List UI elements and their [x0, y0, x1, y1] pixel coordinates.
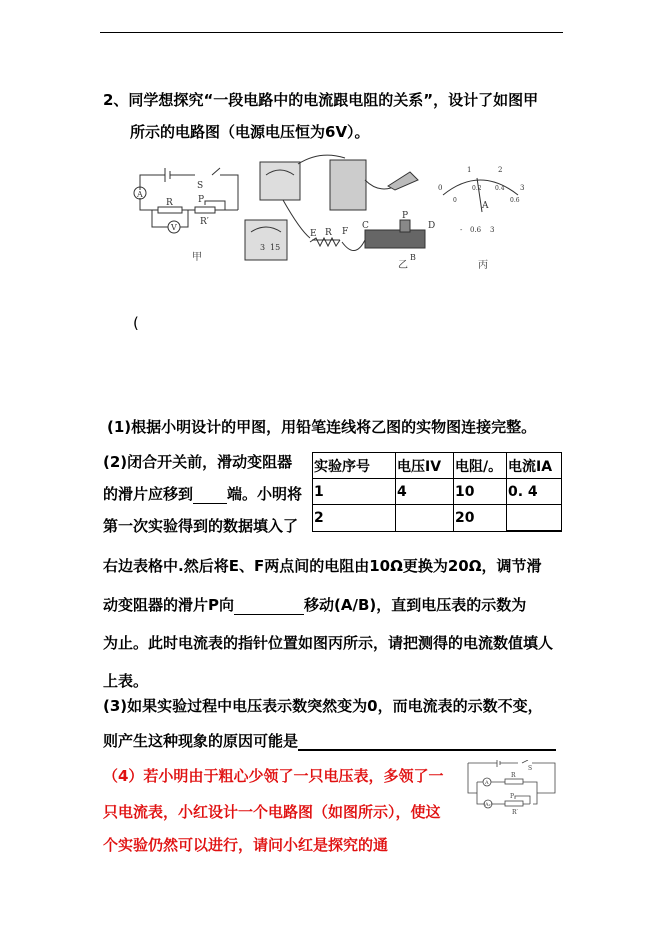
volt-terminal-15: 15 — [270, 243, 281, 252]
small-ammeter1-label: A — [485, 780, 489, 786]
part2-line1: (2)闭合开关前，滑动变阻器 — [103, 453, 293, 471]
question-intro-line2: 所示的电路图（电源电压恒为6V）。 — [130, 123, 370, 141]
terminal-e-label: E — [310, 229, 317, 239]
part4-line1: （4）若小明由于粗心少领了一只电压表，多领了一 — [103, 767, 444, 785]
table-cell: 20 — [454, 505, 507, 532]
ammeter-label: A — [137, 190, 143, 199]
table-cell: 2 — [313, 505, 396, 532]
answer-blank-reason[interactable] — [298, 733, 556, 751]
part2-line2 — [103, 484, 302, 504]
data-table — [312, 452, 562, 532]
voltmeter-label: V — [171, 223, 177, 232]
part2-line7: 上表。 — [103, 672, 149, 690]
small-circuit-diagram — [460, 760, 560, 820]
dial-unit-label: A — [482, 201, 489, 211]
header-cell: 电流IA — [507, 453, 562, 479]
ammeter-dial-bing — [438, 166, 524, 271]
question-intro-line1: 2、同学想探究“一段电路中的电流跟电阻的关系”，设计了如图甲 — [103, 91, 539, 109]
terminal-b-label: B — [410, 253, 416, 262]
figure-label-bing: 丙 — [478, 260, 488, 271]
part3-line1: (3)如果实验过程中电压表示数突然变为0，而电流表的示数不变， — [103, 697, 543, 715]
part3-line2 — [103, 731, 556, 751]
scale-0: 0 — [438, 184, 443, 192]
part4-line2: 只电流表，小红设计一个电路图（如图所示），使这 — [103, 803, 441, 821]
scale-0.4: 0.4 — [495, 185, 505, 192]
scale-0.6: 0.6 — [510, 197, 520, 204]
scale-2: 2 — [498, 166, 503, 174]
rheostat-label: R′ — [200, 217, 209, 227]
small-rheostat-label: R′ — [512, 809, 518, 816]
resistor-r-label: R — [325, 228, 332, 238]
part1-text: (1)根据小明设计的甲图，用铅笔连线将乙图的实物图连接完整。 — [107, 418, 537, 436]
terminal-f-label: F — [342, 227, 349, 237]
part2-line2-a: 的滑片应移到 — [103, 485, 194, 503]
switch-label: S — [197, 181, 204, 191]
apparatus-diagram-yi — [245, 155, 435, 271]
volt-terminal-3: 3 — [260, 243, 266, 252]
circuit-diagram-jia — [134, 168, 238, 263]
table-header-row — [313, 453, 562, 479]
header-cell: 电压IV — [396, 453, 454, 479]
part3-line2-text: 则产生这种现象的原因可能是 — [103, 732, 299, 750]
terminal-d-label: D — [428, 221, 436, 231]
header-cell: 实验序号 — [313, 453, 396, 479]
table-cell[interactable] — [396, 505, 454, 532]
terminal-p-label: P — [402, 211, 409, 221]
table-cell: 4 — [396, 479, 454, 505]
answer-blank-direction[interactable] — [234, 598, 304, 615]
current-answer-cell[interactable] — [507, 505, 562, 532]
terminal-0.6: 0.6 — [470, 226, 482, 234]
terminal-minus: - — [460, 226, 463, 234]
terminal-c-label: C — [362, 221, 369, 231]
small-resistor-label: R — [511, 772, 516, 779]
stray-parenthesis: ( — [133, 314, 139, 332]
part2-line2-b: 端。小明将 — [227, 485, 303, 503]
small-ammeter2-label: A₂ — [485, 802, 491, 808]
part2-line3: 第一次实验得到的数据填入了 — [103, 517, 299, 535]
scale-0.2: 0.2 — [472, 185, 482, 192]
scale-3: 3 — [520, 184, 525, 192]
answer-blank-end[interactable] — [193, 487, 227, 504]
table-row — [313, 479, 562, 505]
header-rule — [100, 32, 563, 33]
slider-label: P — [198, 195, 205, 205]
part2-line5-a: 动变阻器的滑片P向 — [103, 596, 234, 614]
table-cell: 0. 4 — [507, 479, 562, 505]
figure-label-jia: 甲 — [192, 252, 202, 263]
header-cell: 电阻/。 — [454, 453, 507, 479]
table-cell: 10 — [454, 479, 507, 505]
table-row — [313, 505, 562, 532]
part4-line3: 个实验仍然可以进行，请问小红是探究的通 — [103, 836, 389, 854]
scale-1: 1 — [467, 166, 472, 174]
scale-0-small: 0 — [453, 197, 457, 204]
part2-line4: 右边表格中.然后将E、F两点间的电阻由10Ω更换为20Ω，调节滑 — [103, 557, 542, 575]
figure-label-yi: 乙 — [398, 260, 408, 271]
part2-line5-b: 移动(A/B)，直到电压表的示数为 — [304, 596, 527, 614]
part2-line5 — [103, 595, 526, 615]
part2-line6: 为止。此时电流表的指针位置如图丙所示，请把测得的电流数值填人 — [103, 634, 554, 652]
resistor-label: R — [166, 198, 173, 208]
small-slider-label: P — [510, 793, 515, 800]
circuit-figure — [120, 150, 540, 280]
terminal-3: 3 — [490, 226, 495, 234]
small-switch-label: S — [528, 765, 533, 772]
table-cell: 1 — [313, 479, 396, 505]
